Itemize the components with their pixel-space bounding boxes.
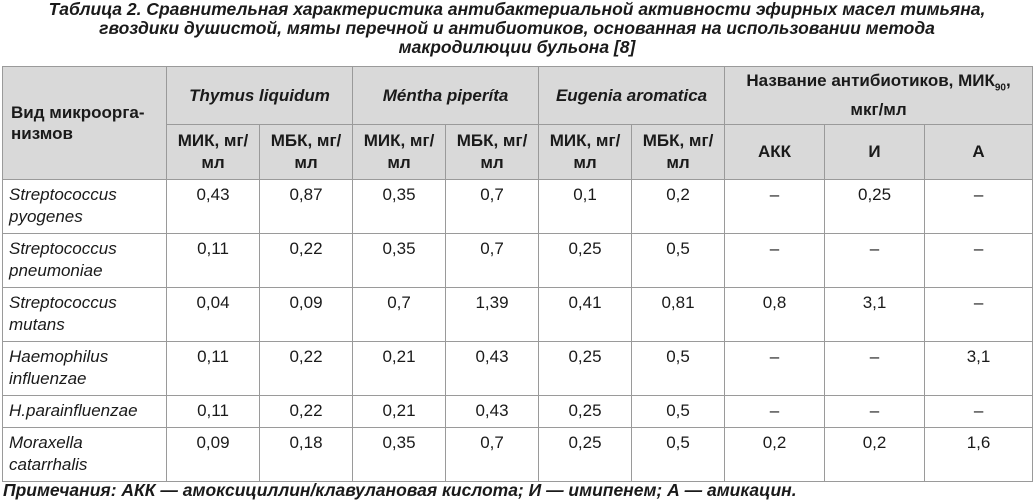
value-cell: 0,11 — [167, 234, 260, 288]
header-oil-thymus: Thymus liquidum — [167, 67, 353, 125]
value-cell: 0,22 — [260, 234, 353, 288]
value-cell: – — [825, 234, 925, 288]
header-mic: МИК, мг/мл — [539, 125, 632, 180]
table-row — [3, 234, 1033, 288]
table-row — [3, 180, 1033, 234]
table-row — [3, 288, 1033, 342]
value-cell: 0,35 — [353, 180, 446, 234]
value-cell: 3,1 — [825, 288, 925, 342]
value-cell: 3,1 — [925, 342, 1033, 396]
value-cell: 1,6 — [925, 428, 1033, 482]
header-antibiotic-i: И — [825, 125, 925, 180]
value-cell: 0,09 — [260, 288, 353, 342]
value-cell: 0,21 — [353, 342, 446, 396]
header-mbc: МБК, мг/мл — [446, 125, 539, 180]
value-cell: 0,7 — [353, 288, 446, 342]
value-cell: – — [725, 234, 825, 288]
value-cell: 0,43 — [446, 342, 539, 396]
value-cell: – — [925, 180, 1033, 234]
comparison-table — [2, 66, 1033, 482]
species-name: Haemophilus influenzae — [3, 342, 167, 396]
value-cell: 0,5 — [632, 428, 725, 482]
header-mic: МИК, мг/мл — [167, 125, 260, 180]
value-cell: 0,7 — [446, 234, 539, 288]
value-cell: – — [725, 342, 825, 396]
species-name: H.parainfluenzae — [3, 396, 167, 428]
table-row — [3, 342, 1033, 396]
value-cell: – — [925, 288, 1033, 342]
header-mbc: МБК, мг/мл — [632, 125, 725, 180]
value-cell: 0,25 — [539, 234, 632, 288]
value-cell: 0,22 — [260, 342, 353, 396]
table-row — [3, 428, 1033, 482]
value-cell: 1,39 — [446, 288, 539, 342]
value-cell: 0,22 — [260, 396, 353, 428]
table-note: Примечания: АКК — амоксициллин/клавулановая кислота; И — имипенем; А — амикацин. — [3, 480, 797, 500]
species-name: Streptococcus pneumoniae — [3, 234, 167, 288]
value-cell: 0,43 — [167, 180, 260, 234]
value-cell: 0,5 — [632, 234, 725, 288]
species-name: Streptococcus pyogenes — [3, 180, 167, 234]
header-oil-eugenia: Eugenia aromatica — [539, 67, 725, 125]
value-cell: – — [725, 180, 825, 234]
value-cell: 0,2 — [825, 428, 925, 482]
value-cell: 0,2 — [632, 180, 725, 234]
value-cell: – — [925, 396, 1033, 428]
header-antibiotic-akk: АКК — [725, 125, 825, 180]
value-cell: – — [725, 396, 825, 428]
header-antibiotics-unit: мкг/мл — [850, 100, 907, 120]
value-cell: 0,18 — [260, 428, 353, 482]
header-antibiotics-sub: 90 — [994, 82, 1006, 94]
value-cell: 0,81 — [632, 288, 725, 342]
value-cell: 0,09 — [167, 428, 260, 482]
value-cell: 0,5 — [632, 342, 725, 396]
value-cell: 0,25 — [539, 428, 632, 482]
value-cell: 0,5 — [632, 396, 725, 428]
value-cell: 0,35 — [353, 428, 446, 482]
value-cell: 0,21 — [353, 396, 446, 428]
caption-line-1: Таблица 2. Сравнительная характеристика антибактериальной активности эфирных масел тимьяна, — [48, 0, 986, 19]
caption-line-3: макродилюции бульона [8] — [398, 37, 636, 57]
value-cell: 0,1 — [539, 180, 632, 234]
value-cell: 0,35 — [353, 234, 446, 288]
value-cell: 0,25 — [539, 342, 632, 396]
value-cell: 0,2 — [725, 428, 825, 482]
table-caption — [0, 0, 1034, 57]
value-cell: 0,43 — [446, 396, 539, 428]
value-cell: 0,7 — [446, 428, 539, 482]
value-cell: – — [825, 396, 925, 428]
header-mic: МИК, мг/мл — [353, 125, 446, 180]
value-cell: 0,8 — [725, 288, 825, 342]
value-cell: 0,11 — [167, 342, 260, 396]
value-cell: 0,41 — [539, 288, 632, 342]
value-cell: – — [825, 342, 925, 396]
species-name: Moraxella catarrhalis — [3, 428, 167, 482]
value-cell: – — [925, 234, 1033, 288]
value-cell: 0,25 — [539, 396, 632, 428]
table-row — [3, 396, 1033, 428]
header-antibiotic-a: А — [925, 125, 1033, 180]
value-cell: 0,04 — [167, 288, 260, 342]
value-cell: 0,11 — [167, 396, 260, 428]
value-cell: 0,7 — [446, 180, 539, 234]
header-species: Вид микроорганизмов — [3, 67, 167, 180]
header-antibiotics: Название антибиотиков, $МИК_{90}$, мкг/мл — [725, 67, 1033, 125]
table-body — [3, 180, 1033, 482]
value-cell: 0,87 — [260, 180, 353, 234]
header-antibiotics-title: Название антибиотиков, МИК — [746, 70, 995, 90]
caption-line-2: гвоздики душистой, мяты перечной и антибиотиков, основанная на использовании метода — [99, 18, 935, 38]
header-mbc: МБК, мг/мл — [260, 125, 353, 180]
header-oil-mentha: Méntha piperíta — [353, 67, 539, 125]
species-name: Streptococcus mutans — [3, 288, 167, 342]
value-cell: 0,25 — [825, 180, 925, 234]
